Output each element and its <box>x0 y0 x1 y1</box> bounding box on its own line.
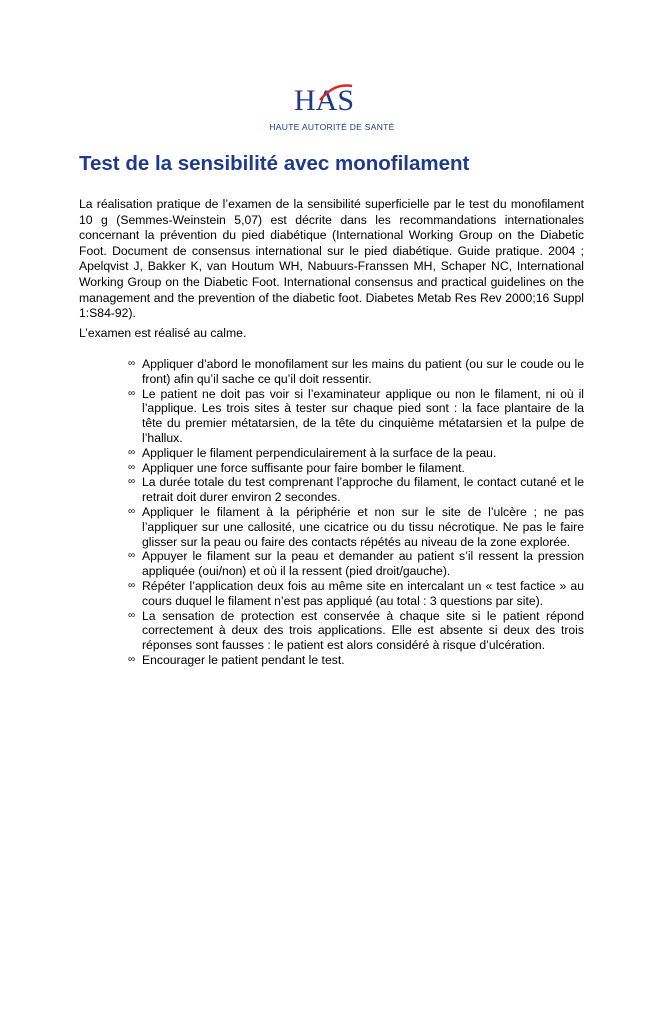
logo-subtitle: HAUTE AUTORITÉ DE SANTÉ <box>269 122 395 132</box>
list-item-text: La sensation de protection est conservée à chaque site si le patient répond correctement à deux des trois applications. Elle est absente si deux des trois réponses sont fausses : le patient est alors considéré à risque d’ulcération. <box>142 608 584 653</box>
list-item-text: Appliquer une force suffisante pour faire bomber le filament. <box>142 460 465 475</box>
infinity-bullet-icon: ∞ <box>128 505 136 517</box>
list-item-text: Répéter l’application deux fois au même site en intercalant un « test factice » au cours duquel le filament n’est pas appliqué (au total : 3 questions par site). <box>142 578 584 608</box>
list-item <box>128 475 584 505</box>
list-item-text: Encourager le patient pendant le test. <box>142 652 345 667</box>
list-item <box>128 579 584 609</box>
list-item <box>128 446 584 461</box>
infinity-bullet-icon: ∞ <box>128 446 136 458</box>
list-item <box>128 505 584 549</box>
infinity-bullet-icon: ∞ <box>128 609 136 621</box>
instruction-list <box>128 357 584 668</box>
list-item <box>128 461 584 476</box>
infinity-bullet-icon: ∞ <box>128 387 136 399</box>
list-item <box>128 653 584 668</box>
infinity-bullet-icon: ∞ <box>128 358 136 369</box>
list-item <box>128 357 584 387</box>
logo-mark-text: HAS <box>294 84 355 117</box>
infinity-bullet-icon: ∞ <box>128 550 136 562</box>
infinity-bullet-icon: ∞ <box>128 476 136 488</box>
list-item-text: Appliquer d’abord le monofilament sur les mains du patient (ou sur le coude ou le front) afin qu’il sache ce qu’il doit ressentir. <box>142 357 584 386</box>
infinity-bullet-icon: ∞ <box>128 461 136 473</box>
has-logo <box>262 80 402 136</box>
list-item-text: Appliquer le filament perpendiculairement à la surface de la peau. <box>142 445 497 460</box>
list-item <box>128 387 584 446</box>
list-item-text: La durée totale du test comprenant l’approche du filament, le contact cutané et le retrait doit durer environ 2 secondes. <box>142 475 584 505</box>
list-item-text: Le patient ne doit pas voir si l’examinateur applique ou non le filament, ni où il l’applique. Les trois sites à tester sur chaque pied sont : la face plantaire de la tête du premier métatarsien, de la tête du cinquième métatarsien et la pulpe de l’hallux. <box>142 386 584 445</box>
list-item-text: Appuyer le filament sur la peau et demander au patient s’il ressent la pression appliquée (oui/non) et où il la ressent (pied droit/gauche). <box>142 549 584 579</box>
list-item <box>128 609 584 653</box>
list-item-text: Appliquer le filament à la périphérie et non sur le site de l’ulcère ; ne pas l’appliquer sur une callosité, une cicatrice ou du tissu nécrotique. Ne pas le faire glisser sur la peau ou faire des contacts répétés au niveau de la zone explorée. <box>142 504 584 549</box>
calm-note: L’examen est réalisé au calme. <box>79 326 247 340</box>
page-title: Test de la sensibilité avec monofilament <box>79 152 470 175</box>
list-item <box>128 549 584 579</box>
has-logo-mark <box>292 80 372 120</box>
intro-paragraph: La réalisation pratique de l’examen de la sensibilité superficielle par le test du monofilament 10 g (Semmes-Weinstein 5,07) est décrite dans les recommandations internationales concernant la prévention du pied diabétique (International Working Group on the Diabetic Foot. Document de consensus international sur le pied diabétique. Guide pratique. 2004 ; Apelqvist J, Bakker K, van Houtum WH, Nabuurs-Franssen MH, Schaper NC, International Working Group on the Diabetic Foot. International consensus and practical guidelines on the management and the prevention of the diabetic foot. Diabetes Metab Res Rev 2000;16 Suppl 1:S84-92). <box>79 197 584 321</box>
infinity-bullet-icon: ∞ <box>128 653 136 665</box>
infinity-bullet-icon: ∞ <box>128 579 136 591</box>
